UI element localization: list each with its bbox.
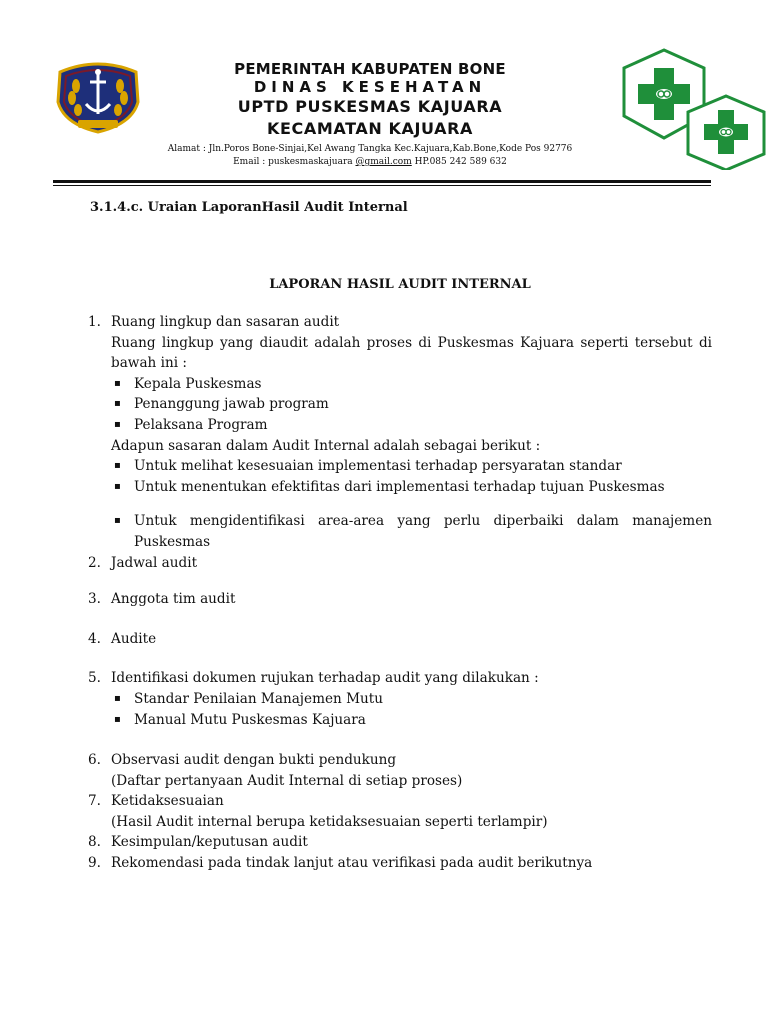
bullet-text: Standar Penilaian Manajemen Mutu	[134, 690, 383, 707]
item-number: 6.	[88, 752, 101, 769]
item-number: 5.	[88, 670, 101, 687]
item-number: 2.	[88, 554, 101, 571]
list-item	[88, 312, 712, 553]
bullet-icon: ▪	[114, 515, 121, 527]
bullet-item	[111, 511, 712, 552]
puskesmas-logo-icon	[620, 46, 768, 170]
item-title: Observasi audit dengan bukti pendukung	[111, 752, 397, 769]
email-link[interactable]: @gmail.com	[355, 157, 412, 167]
list-item	[88, 589, 712, 610]
bullet-icon: ▪	[114, 713, 121, 725]
bullet-icon: ▪	[114, 377, 121, 389]
bullet-item	[111, 477, 712, 498]
item-number: 4.	[88, 630, 101, 647]
bullet-text: Untuk menentukan efektifitas dari implementasi terhadap tujuan Puskesmas	[134, 478, 665, 495]
item-number: 9.	[88, 855, 101, 872]
bullet-item	[111, 415, 712, 436]
bullet-item	[111, 456, 712, 477]
item-title: Audite	[111, 630, 157, 647]
bullet-item	[111, 394, 712, 415]
item-title: Anggota tim audit	[111, 591, 236, 608]
list-item	[88, 750, 712, 791]
item-title: Identifikasi dokumen rujukan terhadap audit yang dilakukan :	[111, 670, 539, 687]
item-title: Rekomendasi pada tindak lanjut atau verifikasi pada audit berikutnya	[111, 855, 593, 872]
institution-name: UPTD PUSKESMAS KAJUARA	[237, 97, 503, 116]
bullet-text: Kepala Puskesmas	[134, 375, 262, 392]
phone-number: HP.085 242 589 632	[411, 157, 507, 167]
bullet-text: Untuk mengidentifikasi area-area yang perlu diperbaiki dalam manajemen Puskesmas	[134, 513, 712, 550]
header-divider-thin	[53, 185, 711, 186]
item-title: Kesimpulan/keputusan audit	[111, 834, 308, 851]
bullet-icon: ▪	[114, 692, 121, 704]
bullet-icon: ▪	[114, 418, 121, 430]
report-content	[88, 312, 712, 874]
item-number: 7.	[88, 793, 101, 810]
bullet-item	[111, 689, 712, 710]
item-title: Ketidaksesuaian	[111, 793, 224, 810]
item-paragraph: Adapun sasaran dalam Audit Internal adalah sebagai berikut :	[111, 437, 541, 454]
letterhead-text	[150, 60, 590, 169]
bone-regency-emblem-icon	[52, 58, 144, 134]
list-item	[88, 791, 712, 832]
item-subtitle: (Hasil Audit internal berupa ketidaksesuaian seperti terlampir)	[111, 813, 548, 830]
header-divider-thick	[53, 180, 711, 183]
item-title: Ruang lingkup dan sasaran audit	[111, 314, 340, 330]
item-number: 3.	[88, 591, 101, 608]
department-name: DINAS KESEHATAN	[253, 78, 487, 96]
bullet-text: Pelaksana Program	[134, 416, 268, 433]
bullet-icon: ▪	[114, 460, 121, 472]
contact-line	[150, 156, 590, 169]
item-subtitle: (Daftar pertanyaan Audit Internal di setiap proses)	[111, 772, 463, 789]
district-name: KECAMATAN KAJUARA	[266, 119, 474, 138]
item-number: 1.	[88, 314, 101, 330]
address-line: Alamat : Jln.Poros Bone-Sinjai,Kel Awang Tangka Kec.Kajuara,Kab.Bone,Kode Pos 92776	[167, 144, 573, 154]
bullet-text: Untuk melihat kesesuaian implementasi terhadap persyaratan standar	[134, 458, 622, 475]
letterhead	[0, 0, 768, 190]
report-title: LAPORAN HASIL AUDIT INTERNAL	[269, 277, 531, 292]
item-title: Jadwal audit	[111, 554, 198, 571]
item-paragraph: Ruang lingkup yang diaudit adalah proses di Puskesmas Kajuara seperti tersebut di bawah ini :	[111, 334, 712, 372]
document-section-title: 3.1.4.c. Uraian LaporanHasil Audit Internal	[90, 200, 408, 215]
bullet-item	[111, 710, 712, 731]
bullet-icon: ▪	[114, 480, 121, 492]
item-number: 8.	[88, 834, 101, 851]
email-prefix: Email : puskesmaskajuara	[233, 157, 356, 167]
list-item	[88, 629, 712, 650]
bullet-item	[111, 374, 712, 395]
government-name: PEMERINTAH KABUPATEN BONE	[234, 60, 506, 78]
bullet-text: Penanggung jawab program	[134, 396, 329, 413]
list-item	[88, 553, 712, 574]
list-item	[88, 853, 712, 874]
bullet-icon: ▪	[114, 398, 121, 410]
list-item	[88, 668, 712, 730]
bullet-text: Manual Mutu Puskesmas Kajuara	[134, 711, 366, 728]
list-item	[88, 832, 712, 853]
